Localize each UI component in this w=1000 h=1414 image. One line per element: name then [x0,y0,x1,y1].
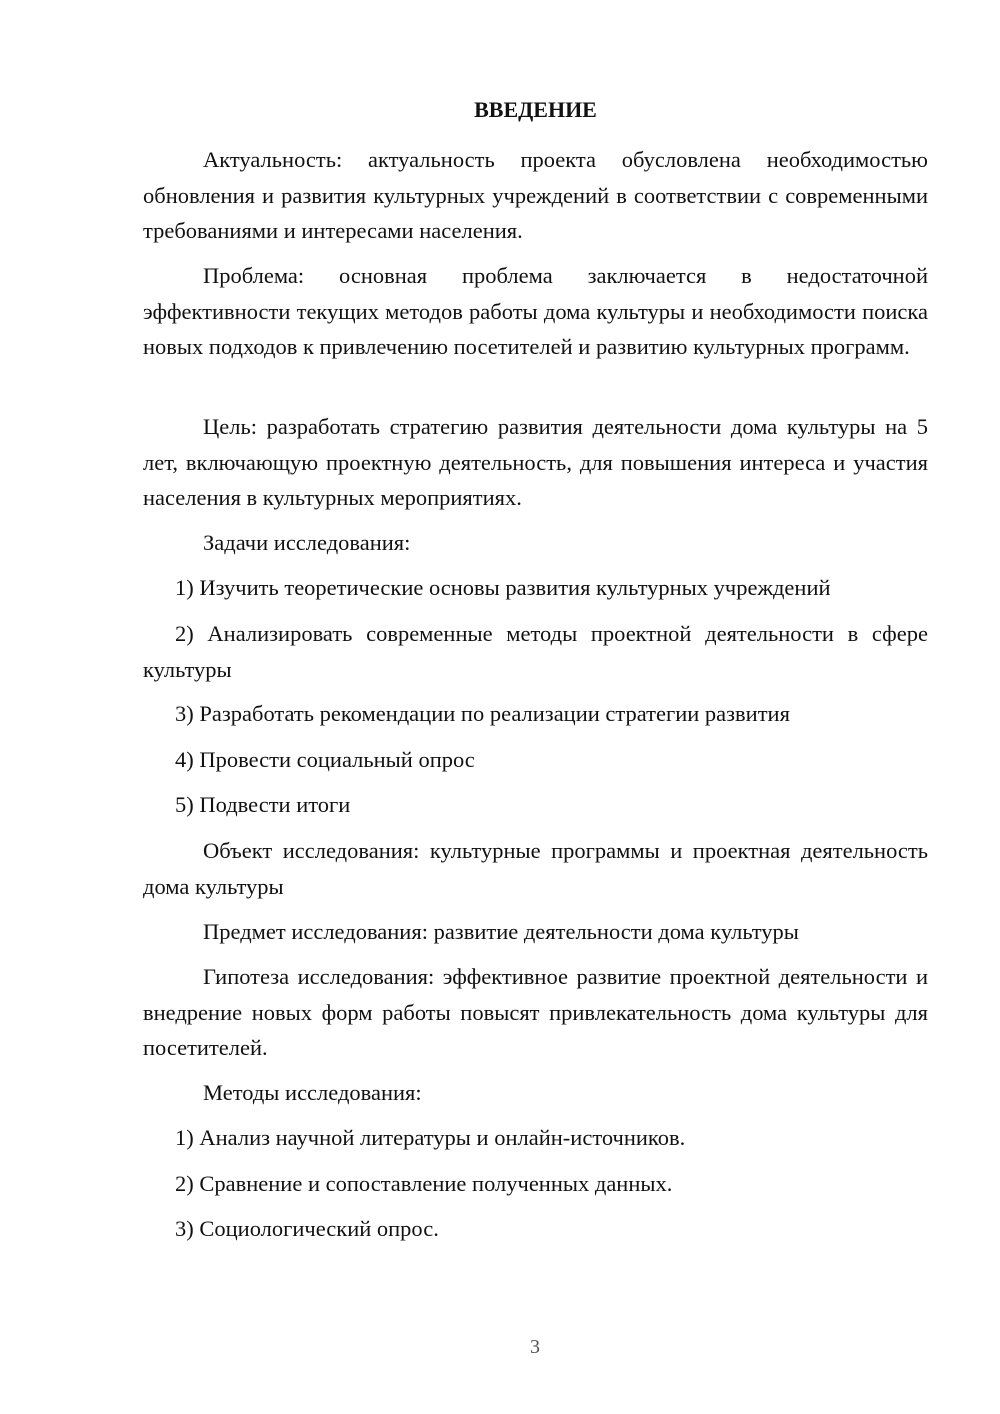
method-item-3: 3) Социологический опрос. [175,1216,439,1241]
paragraph-tasks-heading: Задачи исследования: [203,530,411,555]
paragraph-problem: Проблема: основная проблема заключается в недостаточной эффективности текущих методов работы дома культуры и необходимости поиска новых подходов к привлечению посетителей и развитию культурных программ. [143,263,928,359]
method-item-1: 1) Анализ научной литературы и онлайн-источников. [175,1125,686,1150]
paragraph-hypothesis: Гипотеза исследования: эффективное развитие проектной деятельности и внедрение новых форм работы повысят привлекательность дома культуры для посетителей. [143,964,928,1060]
task-item-1: 1) Изучить теоретические основы развития культурных учреждений [175,575,831,600]
page-title: ВВЕДЕНИЕ [474,97,597,122]
paragraph-relevance: Актуальность: актуальность проекта обусловлена необходимостью обновления и развития культурных учреждений в соответствии с современными требованиями и интересами населения. [143,147,928,243]
task-item-3: 3) Разработать рекомендации по реализации стратегии развития [175,701,790,726]
paragraph-subject: Предмет исследования: развитие деятельности дома культуры [203,919,799,944]
task-item-4: 4) Провести социальный опрос [175,747,475,772]
paragraph-methods-heading: Методы исследования: [203,1080,422,1105]
task-item-2: 2) Анализировать современные методы проектной деятельности в сфере культуры [143,621,928,682]
task-item-5: 5) Подвести итоги [175,792,351,817]
page-number: 3 [530,1336,540,1358]
method-item-2: 2) Сравнение и сопоставление полученных данных. [175,1171,673,1196]
paragraph-object: Объект исследования: культурные программы и проектная деятельность дома культуры [143,838,928,899]
paragraph-goal: Цель: разработать стратегию развития деятельности дома культуры на 5 лет, включающую проектную деятельность, для повышения интереса и участия населения в культурных мероприятиях. [143,414,928,510]
